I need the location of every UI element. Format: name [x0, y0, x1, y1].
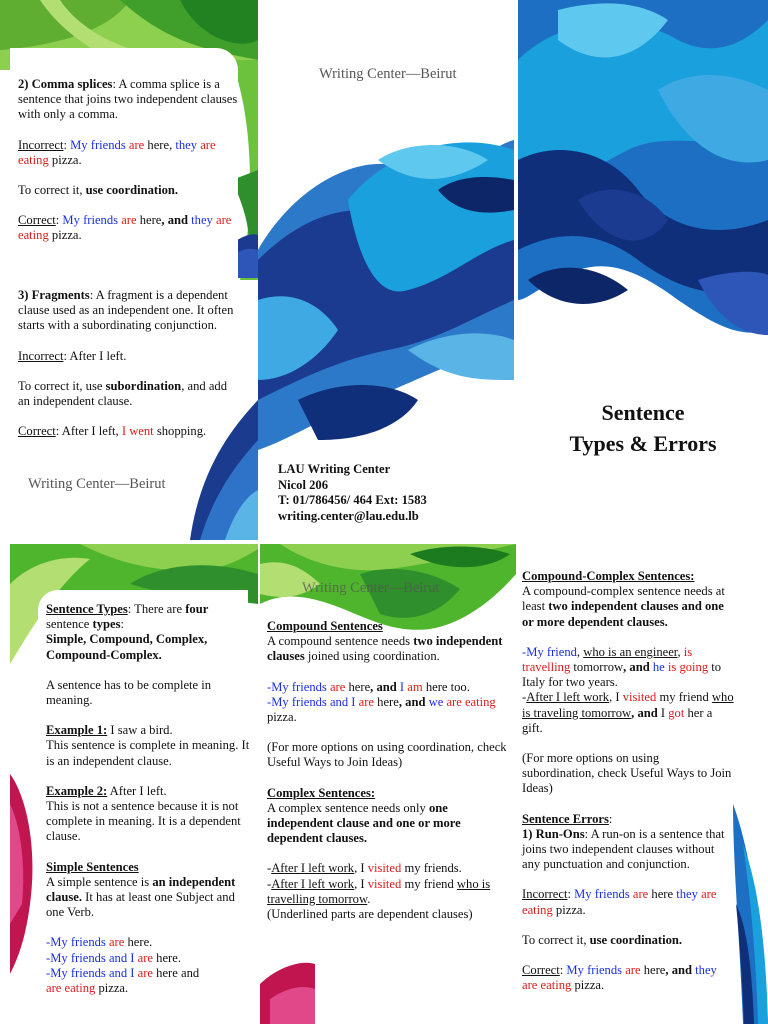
sentence-types-list: Simple, Compound, Complex, Compound-Complex. [46, 632, 208, 662]
cover-panel [518, 0, 768, 540]
example-1: Example 1: I saw a bird. This sentence is complete in meaning. It is an independent clause. [46, 723, 250, 768]
compound-complex-heading: Compound-Complex Sentences: [522, 569, 695, 583]
compound-heading: Compound Sentences [267, 619, 383, 633]
back-panel [0, 0, 258, 540]
contact-block [278, 462, 427, 524]
compound-section: Compound Sentences A compound sentence needs two independent clauses joined using coordination. -My friends are here, and I am here too. -My friends and I are here, and we are eating pizza. (For more options on using coordination, check Useful Ways to Join Ideas) Complex Sentences: A complex sentence needs only one independent clause and one or more dependent clauses. -After I left work, I visited my friends. -After I left work, I visited my friend who is travelling tomorrow. (Underlined parts are dependent clauses) [267, 619, 509, 922]
compound-examples: -My friends are here, and I am here too. -My friends and I are here, and we are eating pizza. [267, 679, 496, 725]
cover-title [518, 397, 768, 459]
complex-examples: -After I left work, I visited my friends. -After I left work, I visited my friend who is travelling tomorrow. (Underlined parts are dependent clauses) [267, 861, 491, 922]
blue-wave-cover [518, 0, 768, 540]
simple-sentences-heading: Simple Sentences [46, 859, 139, 874]
cover-title-line2: Types & Errors [569, 431, 717, 456]
run-ons-heading: 1) Run-Ons [522, 826, 585, 841]
contact-phone: T: 01/786456/ 464 Ext: 1583 [278, 493, 427, 507]
run-ons-section: Sentence Errors: 1) Run-Ons: A run-on is a sentence that joins two independent clauses without any punctuation and conjunction. [522, 811, 725, 872]
middle-panel [258, 0, 514, 540]
example-2: Example 2: After I left. This is not a sentence because it is not complete in meaning. It is a dependent clause. [46, 783, 241, 844]
comma-splice-correct: Correct: My friends are here, and they are eating pizza. [18, 213, 232, 243]
inside-panel-1 [0, 544, 258, 1024]
compound-more: (For more options on using coordination, check Useful Ways to Join Ideas) [267, 740, 507, 770]
complex-section: Complex Sentences: A complex sentence needs only one independent clause and one or more dependent clauses. [267, 785, 461, 846]
comma-splice-incorrect: Incorrect: My friends are here, they are eating pizza. [18, 137, 216, 167]
fragments-heading: 3) Fragments [18, 288, 90, 302]
complete-meaning-text: A sentence has to be complete in meaning. [46, 677, 212, 708]
writing-center-label: Writing Center—Beirut [28, 476, 166, 492]
sentence-types-section: Sentence Types: There are four sentence types: Simple, Compound, Complex, Compound-Complex. A sentence has to be complete in meaning. Example 1: I saw a bird. This sentence is complete in meaning. It is an independent clause. Example 2: After I left. This is not a sentence because it is not complete in meaning. It is a dependent clause. Simple Sentences A simple sentence is an independent clause. It has at least one Subject and one Verb. -My friends are here. -My friends and I are here. -My friends and I are here and are eating pizza. [46, 602, 254, 996]
sentence-types-heading: Sentence Types [46, 602, 128, 616]
fragments-incorrect: Incorrect: After I left. [18, 348, 127, 363]
contact-name: LAU Writing Center [278, 462, 391, 476]
compound-complex-examples: -My friend, who is an engineer, is travelling tomorrow, and he is going to Italy for two years. -After I left work, I visited my friend who is traveling tomorrow, and I got her a gift. [522, 644, 734, 735]
simple-sentences: Simple Sentences A simple sentence is an independent clause. It has at least one Subject and one Verb. [46, 859, 236, 920]
contact-email: writing.center@lau.edu.lb [278, 508, 419, 523]
writing-center-label: Writing Center—Beirut [319, 66, 457, 82]
run-ons-incorrect: Incorrect: My friends are here they are eating pizza. [522, 887, 717, 917]
fragments-correct: Correct: After I left, I went shopping. [18, 424, 207, 439]
cover-title-line1: Sentence [601, 400, 685, 425]
fragments-fix: To correct it, use subordination, and add an independent clause. [18, 378, 227, 409]
run-ons-correct: Correct: My friends are here, and they are eating pizza. [522, 963, 717, 993]
compound-complex-more: (For more options on using subordination, check Useful Ways to Join Ideas) [522, 751, 732, 796]
inside-panel-2 [260, 544, 516, 1024]
writing-center-label: Writing Center—Beirut [302, 580, 440, 596]
contact-room: Nicol 206 [278, 477, 329, 492]
comma-splice-fix: To correct it, use coordination. [18, 183, 179, 198]
comma-splice-section: 2) Comma splices: A comma splice is a sentence that joins two independent clauses with only a comma. Incorrect: My friends are here, they are eating pizza. To correct it, use coordination. Correct: My friends are here, and they are eating pizza. [18, 77, 240, 259]
inside-panel-3 [518, 544, 768, 1024]
run-ons-fix: To correct it, use coordination. [522, 932, 683, 947]
comma-splice-heading: 2) Comma splices [18, 77, 113, 91]
sentence-errors-heading: Sentence Errors [522, 811, 609, 826]
simple-examples: -My friends are here. -My friends and I are here. -My friends and I are here and are eating pizza. [46, 935, 200, 996]
compound-complex-section: Compound-Complex Sentences: A compound-complex sentence needs at least two independent clauses and one or more dependent clauses. -My friend, who is an engineer, is travelling tomorrow, and he is going to Italy for two years. -After I left work, I visited my friend who is traveling tomorrow, and I got her a gift. (For more options on using subordination, check Useful Ways to Join Ideas) Sentence Errors: 1) Run-Ons: A run-on is a sentence that joins two independent clauses without any punctuation and conjunction. Incorrect: My friends are here they are eating pizza. To correct it, use coordination. Correct: My friends are here, and they are eating pizza. [522, 569, 734, 993]
complex-heading: Complex Sentences: [267, 785, 376, 800]
fragments-section: 3) Fragments: A fragment is a dependent clause used as an independent one. It often starts with a subordinating conjunction. Incorrect: After I left. To correct it, use subordination, and add an independent clause. Correct: After I left, I went shopping. [18, 288, 240, 439]
